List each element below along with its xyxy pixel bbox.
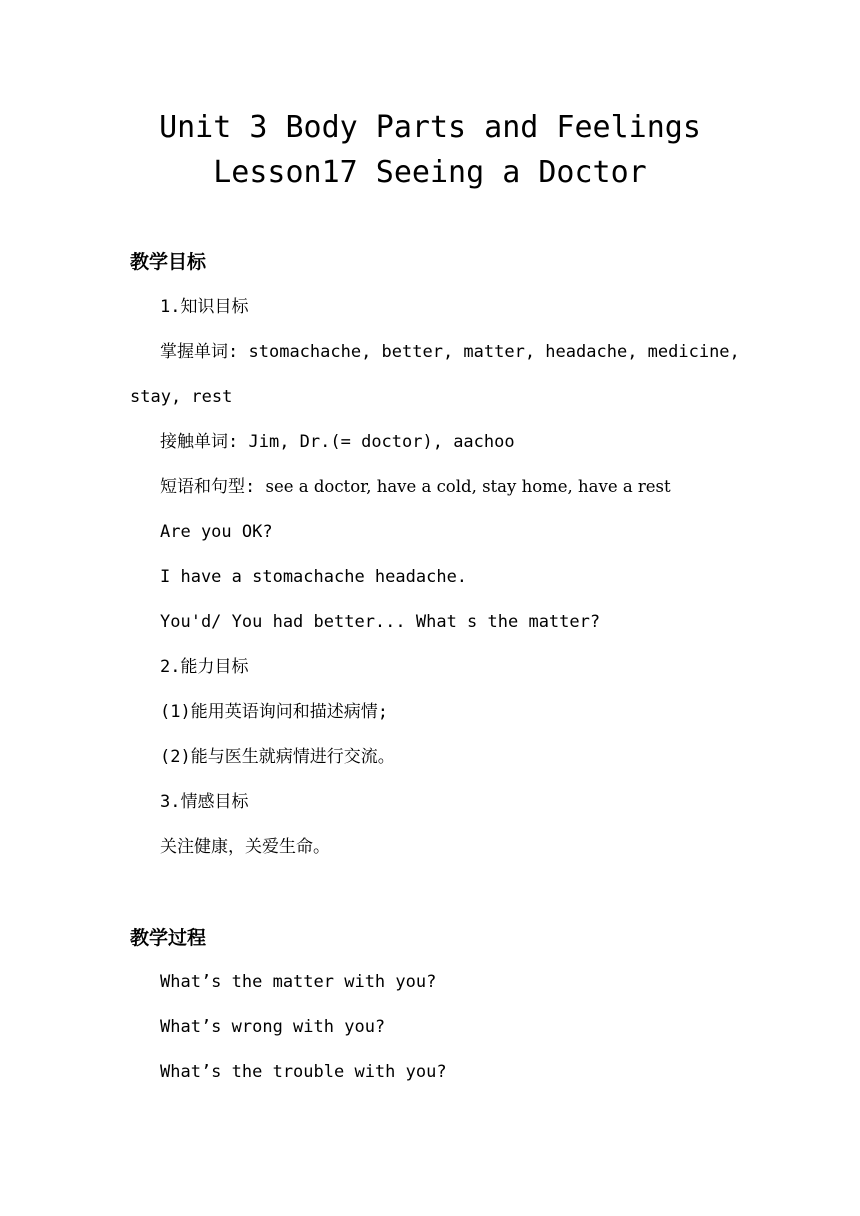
document-title-line1: Unit 3 Body Parts and Feelings xyxy=(159,110,701,145)
vocab-master-label: 掌握单词: xyxy=(160,342,239,362)
sentence-are-you-ok: Are you OK? xyxy=(160,522,273,542)
vocab-master-continued: stay, rest xyxy=(130,387,233,407)
process-question-1: What’s the matter with you? xyxy=(160,972,437,992)
emotion-item-1: 关注健康，关爱生命。 xyxy=(160,837,330,857)
ability-item-1: (1)能用英语询问和描述病情; xyxy=(160,702,388,722)
ability-heading: 2.能力目标 xyxy=(160,657,249,677)
process-heading: 教学过程 xyxy=(130,927,207,949)
sentence-had-better: You'd/ You had better... What s the matter? xyxy=(160,612,601,632)
sentence-stomachache: I have a stomachache headache. xyxy=(160,567,468,587)
knowledge-heading: 1.知识目标 xyxy=(160,297,249,317)
vocab-contact-words: Jim, Dr.(= doctor), aachoo xyxy=(248,432,515,452)
ability-item-2: (2)能与医生就病情进行交流。 xyxy=(160,747,395,767)
objectives-heading: 教学目标 xyxy=(130,251,207,273)
vocab-master-words: stomachache, better, matter, headache, medicine, xyxy=(248,342,740,362)
process-question-2: What’s wrong with you? xyxy=(160,1017,386,1037)
phrases-label: 短语和句型: xyxy=(160,477,256,497)
document-title-line2: Lesson17 Seeing a Doctor xyxy=(213,155,647,190)
vocab-master-line xyxy=(160,340,740,364)
phrases-line xyxy=(160,475,671,499)
emotion-heading: 3.情感目标 xyxy=(160,792,249,812)
phrases-text: see a doctor, have a cold, stay home, have a rest xyxy=(265,477,671,496)
process-question-3: What’s the trouble with you? xyxy=(160,1062,447,1082)
vocab-contact-label: 接触单词: xyxy=(160,432,239,452)
vocab-contact-line xyxy=(160,430,515,454)
